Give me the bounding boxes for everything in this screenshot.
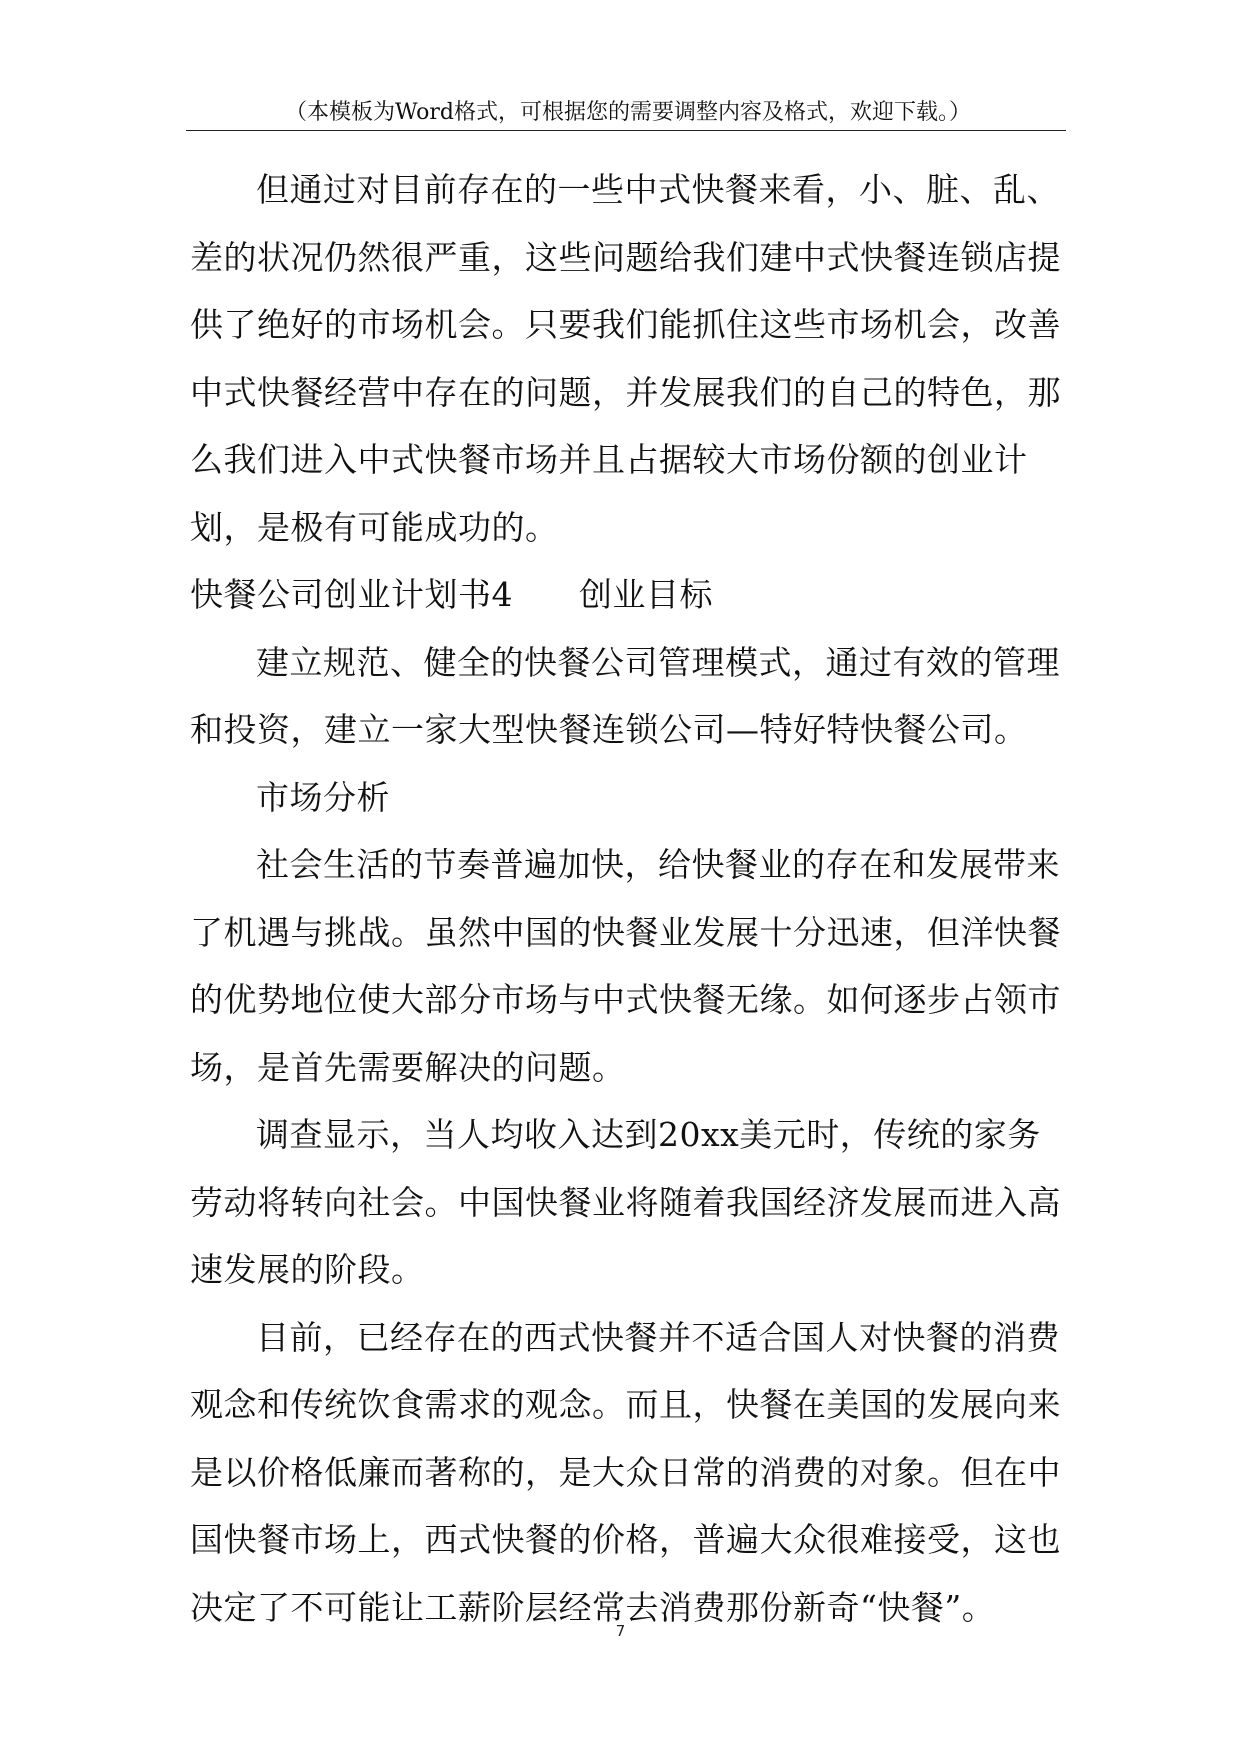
- paragraph-line: 供了绝好的市场机会。只要我们能抓住这些市场机会，改善: [190, 305, 1061, 344]
- paragraph-line: 中式快餐经营中存在的问题，并发展我们的自己的特色，那: [190, 372, 1061, 412]
- paragraph-line: 的优势地位使大部分市场与中式快餐无缘。如何逐步占领市: [190, 980, 1061, 1019]
- paragraph-line: 和投资，建立一家大型快餐连锁公司—特好特快餐公司。: [190, 710, 1028, 749]
- page-number: 7: [615, 1622, 626, 1640]
- section-subtitle: 创业目标: [579, 575, 713, 614]
- paragraph-line: 决定了不可能让工薪阶层经常去消费那份新奇“快餐”。: [190, 1587, 996, 1627]
- page-header: （本模板为Word格式，可根据您的需要调整内容及格式，欢迎下载。）: [285, 100, 971, 125]
- paragraph-line: 么我们进入中式快餐市场并且占据较大市场份额的创业计: [190, 440, 1028, 479]
- section-title: 快餐公司创业计划书4: [190, 575, 513, 614]
- paragraph-line: 了机遇与挑战。虽然中国的快餐业发展十分迅速，但洋快餐: [190, 912, 1061, 952]
- paragraph-line: 是以价格低廉而著称的，是大众日常的消费的对象。但在中: [190, 1452, 1061, 1492]
- header-divider: [186, 130, 1066, 131]
- paragraph-line: 观念和传统饮食需求的观念。而且，快餐在美国的发展向来: [190, 1385, 1061, 1424]
- paragraph-line: 速发展的阶段。: [190, 1250, 425, 1289]
- paragraph-line: 目前，已经存在的西式快餐并不适合国人对快餐的消费: [256, 1317, 1060, 1357]
- section-heading: [190, 561, 1090, 629]
- paragraph-line: 社会生活的节奏普遍加快，给快餐业的存在和发展带来: [256, 845, 1060, 884]
- paragraph-line: 劳动将转向社会。中国快餐业将随着我国经济发展而进入高: [190, 1182, 1061, 1222]
- paragraph-line: 建立规范、健全的快餐公司管理模式，通过有效的管理: [256, 642, 1060, 682]
- paragraph-line: 场，是首先需要解决的问题。: [190, 1047, 626, 1087]
- paragraph-line: 但通过对目前存在的一些中式快餐来看，小、脏、乱、: [256, 170, 1060, 209]
- market-analysis-heading: 市场分析: [256, 777, 390, 817]
- document-body: [190, 156, 1090, 1641]
- paragraph-line: 调查显示，当人均收入达到20xx美元时，传统的家务: [256, 1115, 1041, 1154]
- paragraph-line: 差的状况仍然很严重，这些问题给我们建中式快餐连锁店提: [190, 237, 1061, 277]
- paragraph-line: 国快餐市场上，西式快餐的价格，普遍大众很难接受，这也: [190, 1520, 1061, 1559]
- paragraph-line: 划，是极有可能成功的。: [190, 507, 559, 547]
